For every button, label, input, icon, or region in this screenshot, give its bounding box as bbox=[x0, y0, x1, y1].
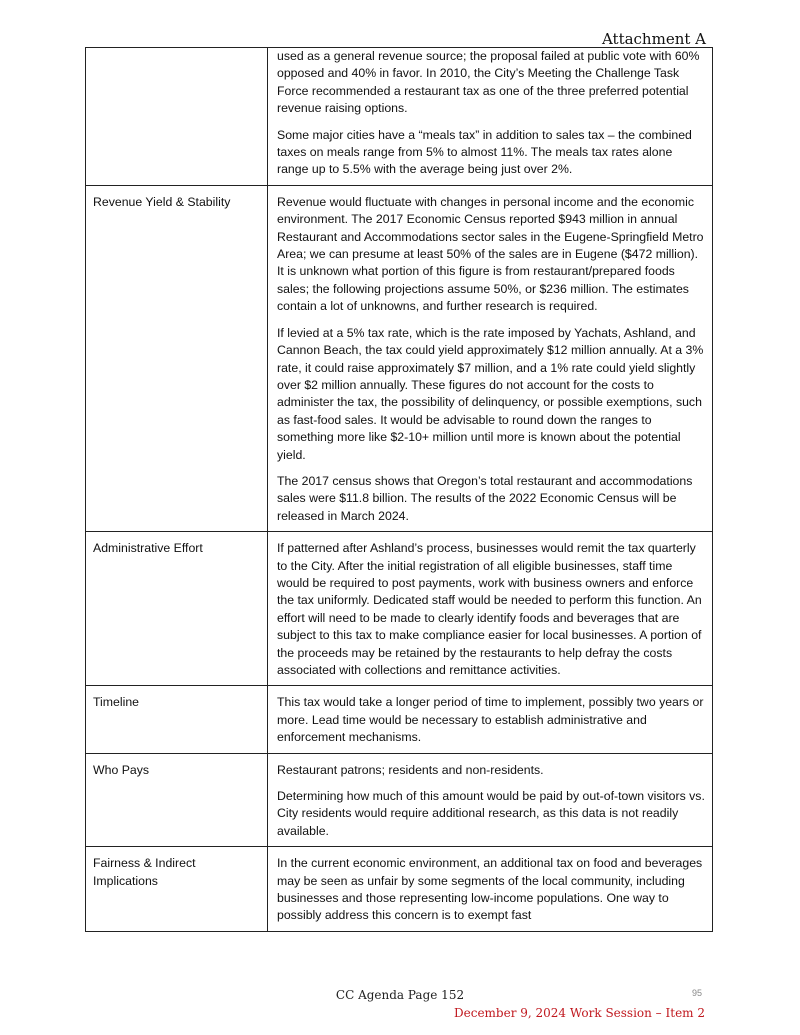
paragraph: Restaurant patrons; residents and non-residents. bbox=[277, 762, 544, 777]
row-content bbox=[268, 185, 713, 531]
paragraph: Determining how much of this amount would be paid by out-of-town visitors vs. City residents would require additional research, as this data is not readily available. bbox=[277, 789, 705, 838]
row-label: Revenue Yield & Stability bbox=[86, 185, 268, 531]
table-row bbox=[86, 686, 713, 753]
paragraph: used as a general revenue source; the proposal failed at public vote with 60% opposed and 40% in favor. In 2010, the City’s Meeting the Challenge Task Force recommended a restaurant tax as one of the three preferred potential revenue raising options. bbox=[277, 49, 700, 116]
row-label: Timeline bbox=[86, 686, 268, 753]
row-label bbox=[86, 48, 268, 186]
attachment-label: Attachment A bbox=[601, 30, 706, 48]
table-row bbox=[86, 753, 713, 847]
paragraph: If patterned after Ashland’s process, businesses would remit the tax quarterly to the City. After the initial registration of all eligible businesses, staff time would be required to post payments, work with business owners and enforce the tax uniformly. Dedicated staff would be needed to perform this function. An effort will need to be made to clearly identify foods and beverages that are subject to this tax to make compliance easier for local businesses. A portion of the proceeds may be retained by the restaurants to help defray the costs associated with collections and remittance activities. bbox=[277, 541, 702, 677]
paragraph: Revenue would fluctuate with changes in personal income and the economic environment. The 2017 Economic Census reported $943 million in annual Restaurant and Accommodations sector sales in the Eugene-Springfield Metro Area; we can presume at least 50% of the sales are in Eugene ($472 million). It is unknown what portion of this figure is from restaurant/prepared foods sales; the following projections assume 50%, or $236 million. The estimates contain a lot of unknowns, and further research is required. bbox=[277, 194, 704, 314]
row-content bbox=[268, 686, 713, 753]
row-content bbox=[268, 847, 713, 932]
agenda-page-number: CC Agenda Page 152 bbox=[335, 988, 465, 1002]
table-row bbox=[86, 532, 713, 686]
paragraph: Some major cities have a “meals tax” in addition to sales tax – the combined taxes on meals range from 5% to almost 11%. The meals tax rates alone range up to 5.5% with the average being just over 2%. bbox=[277, 127, 692, 177]
row-label: Who Pays bbox=[86, 753, 268, 847]
paragraph: If levied at a 5% tax rate, which is the rate imposed by Yachats, Ashland, and Cannon Beach, the tax could yield approximately $12 million annually. At a 3% rate, it could raise approximately $7 million, and a 1% rate could yield slightly over $2 million annually. These figures do not account for the costs to administer the tax, the possibility of delinquency, or possible exemptions, such as fast-food sales. It would be advisable to round down the ranges to something more like $2-10+ million until more is known about the potential yield. bbox=[277, 325, 704, 462]
paragraph: In the current economic environment, an additional tax on food and beverages may be seen as unfair by some segments of the local community, including businesses and those representing low-income populations. One way to possibly address this concern is to exempt fast bbox=[277, 856, 703, 923]
row-label: Administrative Effort bbox=[86, 532, 268, 686]
table-row bbox=[86, 847, 713, 932]
tax-option-table bbox=[85, 47, 713, 932]
page-number: 95 bbox=[692, 988, 703, 998]
row-content bbox=[268, 48, 713, 186]
paragraph: The 2017 census shows that Oregon’s total restaurant and accommodations sales were $11.8 billion. The results of the 2022 Economic Census will be released in March 2024. bbox=[277, 473, 693, 523]
row-content bbox=[268, 753, 713, 847]
work-session-label: December 9, 2024 Work Session – Item 2 bbox=[454, 1006, 705, 1020]
row-content bbox=[268, 532, 713, 686]
table-row bbox=[86, 185, 713, 531]
paragraph: This tax would take a longer period of time to implement, possibly two years or more. Lead time would be necessary to establish administrative and enforcement mechanisms. bbox=[277, 695, 704, 745]
row-label: Fairness & Indirect Implications bbox=[86, 847, 268, 932]
table-row bbox=[86, 48, 713, 186]
